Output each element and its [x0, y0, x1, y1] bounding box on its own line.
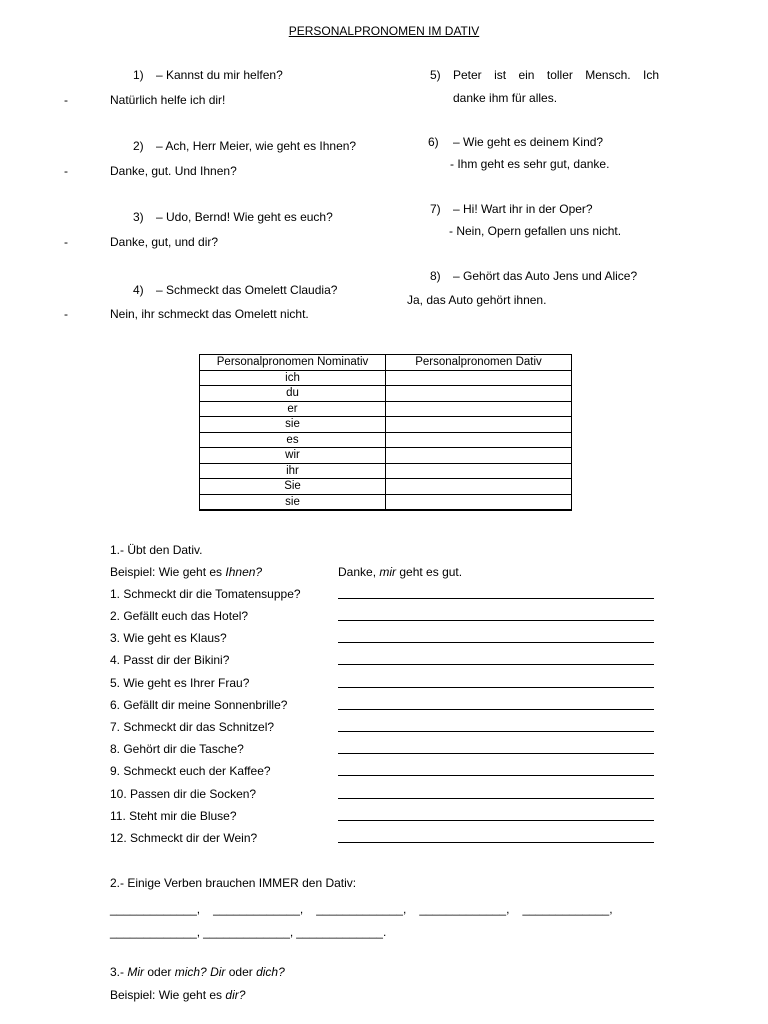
dialog-number: 2) — [133, 139, 144, 153]
exercise-2-heading: 2.- Einige Verben brauchen IMMER den Dativ: — [110, 876, 357, 890]
verb-blank[interactable]: _____________ — [419, 902, 507, 916]
dialog-number: 1) — [133, 68, 144, 82]
table-row — [200, 370, 572, 386]
exercise-3-example — [110, 988, 245, 1002]
dativ-cell[interactable] — [386, 401, 572, 417]
dialog-answer: Danke, gut. Und Ihnen? — [110, 164, 237, 178]
page-title: PERSONALPRONOMEN IM DATIV — [288, 24, 480, 38]
heading-text: oder — [225, 965, 257, 979]
nominativ-cell: es — [200, 432, 386, 448]
table-row — [200, 494, 572, 510]
nominativ-cell: sie — [200, 494, 386, 510]
verb-blank[interactable]: _____________ — [203, 925, 290, 939]
dativ-cell[interactable] — [386, 479, 572, 495]
table-row — [200, 417, 572, 433]
pronoun-option: Mir — [127, 965, 145, 979]
verb-blank[interactable]: _____________ — [296, 925, 383, 939]
nominativ-cell: er — [200, 401, 386, 417]
dialog-answer: Nein, ihr schmeckt das Omelett nicht. — [110, 307, 309, 321]
exercise-question: 12. Schmeckt dir der Wein? — [110, 831, 258, 845]
dativ-cell[interactable] — [386, 432, 572, 448]
dialog-question: – Udo, Bernd! Wie geht es euch? — [156, 210, 333, 224]
exercise-question: 11. Steht mir die Bluse? — [110, 809, 237, 823]
dialog-number: 6) — [428, 135, 439, 149]
table-row — [200, 448, 572, 464]
exercise-question: 2. Gefällt euch das Hotel? — [110, 609, 249, 623]
nominativ-cell: ihr — [200, 463, 386, 479]
pronoun-option: dich? — [256, 965, 285, 979]
exercise-question: 3. Wie geht es Klaus? — [110, 631, 227, 645]
nominativ-cell: sie — [200, 417, 386, 433]
exercise-question: 10. Passen dir die Socken? — [110, 787, 257, 801]
comma: , — [299, 902, 304, 916]
answer-line[interactable] — [338, 775, 654, 776]
exercise-question: 7. Schmeckt dir das Schnitzel? — [110, 720, 275, 734]
table-row — [200, 386, 572, 402]
example-text: geht es gut. — [396, 565, 463, 579]
exercise-1-example-question — [110, 565, 262, 579]
example-emphasis: mir — [379, 565, 397, 579]
dialog-question: – Kannst du mir helfen? — [156, 68, 283, 82]
dativ-cell[interactable] — [386, 494, 572, 510]
answer-line[interactable] — [338, 731, 654, 732]
comma: , — [506, 902, 510, 916]
exercise-question: 1. Schmeckt dir die Tomatensuppe? — [110, 587, 301, 601]
example-text: Beispiel: Wie geht es — [110, 988, 226, 1002]
dialog-number: 4) — [133, 283, 144, 297]
pronoun-option: Dir — [210, 965, 226, 979]
example-emphasis: Ihnen? — [225, 565, 263, 579]
dialog-question: – Hi! Wart ihr in der Oper? — [453, 202, 593, 216]
nominativ-cell: ich — [200, 370, 386, 386]
table-row — [200, 479, 572, 495]
dialog-question: – Schmeckt das Omelett Claudia? — [156, 283, 338, 297]
answer-line[interactable] — [338, 642, 654, 643]
answer-line[interactable] — [338, 709, 654, 710]
verb-blank[interactable]: _____________ — [522, 902, 610, 916]
table-row — [200, 401, 572, 417]
dialog-question: – Gehört das Auto Jens und Alice? — [453, 269, 638, 283]
answer-line[interactable] — [338, 842, 654, 843]
dialog-text: Peter ist ein toller Mensch. Ich — [453, 68, 659, 82]
dialog-answer: Natürlich helfe ich dir! — [110, 93, 226, 107]
comma: , — [196, 925, 201, 939]
dialog-answer: Danke, gut, und dir? — [110, 235, 219, 249]
verb-blank[interactable]: _____________ — [110, 925, 197, 939]
table-header: Personalpronomen Nominativ — [200, 355, 386, 371]
nominativ-cell: du — [200, 386, 386, 402]
exercise-2-blanks-row-1 — [110, 902, 613, 916]
table-row — [200, 463, 572, 479]
exercise-2-blanks-row-2 — [110, 925, 386, 939]
answer-line[interactable] — [338, 664, 654, 665]
dativ-cell[interactable] — [386, 448, 572, 464]
exercise-1-example-answer — [338, 565, 462, 579]
dialog-question: – Wie geht es deinem Kind? — [453, 135, 604, 149]
exercise-question: 8. Gehört dir die Tasche? — [110, 742, 244, 756]
comma: , — [289, 925, 294, 939]
example-text: Beispiel: Wie geht es — [110, 565, 226, 579]
exercise-number: 3.- — [110, 965, 128, 979]
answer-line[interactable] — [338, 687, 654, 688]
answer-line[interactable] — [338, 798, 654, 799]
dativ-cell[interactable] — [386, 386, 572, 402]
exercise-question: 4. Passt dir der Bikini? — [110, 653, 230, 667]
table-row — [200, 432, 572, 448]
table-header: Personalpronomen Dativ — [386, 355, 572, 371]
verb-blank[interactable]: _____________ — [213, 902, 300, 916]
exercise-question: 5. Wie geht es Ihrer Frau? — [110, 676, 250, 690]
dialog-dash: - — [64, 164, 68, 178]
period: . — [382, 925, 387, 939]
nominativ-cell: wir — [200, 448, 386, 464]
dialog-question: – Ach, Herr Meier, wie geht es Ihnen? — [156, 139, 357, 153]
table-header-row — [200, 355, 572, 371]
dialog-number: 5) — [430, 68, 441, 82]
dialog-dash: - — [64, 307, 68, 321]
dialog-answer: - Nein, Opern gefallen uns nicht. — [449, 224, 622, 238]
dialog-number: 8) — [430, 269, 441, 283]
answer-line[interactable] — [338, 598, 654, 599]
dialog-dash: - — [64, 235, 68, 249]
dialog-answer: - Ihm geht es sehr gut, danke. — [450, 157, 610, 171]
answer-line[interactable] — [338, 820, 654, 821]
answer-line[interactable] — [338, 620, 654, 621]
exercise-question: 6. Gefällt dir meine Sonnenbrille? — [110, 698, 288, 712]
verb-blank[interactable]: _____________ — [316, 902, 403, 916]
nominativ-cell: Sie — [200, 479, 386, 495]
comma: , — [196, 902, 201, 916]
dativ-cell[interactable] — [386, 370, 572, 386]
pronoun-option: mich? — [174, 965, 207, 979]
example-text: Danke, — [338, 565, 380, 579]
comma: , — [402, 902, 407, 916]
dialog-number: 3) — [133, 210, 144, 224]
dialog-number: 7) — [430, 202, 441, 216]
exercise-question: 9. Schmeckt euch der Kaffee? — [110, 764, 271, 778]
heading-text: oder — [144, 965, 175, 979]
dialog-dash: - — [64, 93, 68, 107]
exercise-1-heading: 1.- Übt den Dativ. — [110, 543, 203, 557]
answer-line[interactable] — [338, 753, 654, 754]
comma: , — [609, 902, 613, 916]
dativ-cell[interactable] — [386, 417, 572, 433]
pronoun-table — [199, 354, 572, 511]
verb-blank[interactable]: _____________ — [110, 902, 197, 916]
dialog-answer: Ja, das Auto gehört ihnen. — [407, 293, 547, 307]
example-emphasis: dir? — [225, 988, 246, 1002]
exercise-3-heading — [110, 965, 285, 979]
dialog-text: danke ihm für alles. — [453, 91, 558, 105]
dativ-cell[interactable] — [386, 463, 572, 479]
